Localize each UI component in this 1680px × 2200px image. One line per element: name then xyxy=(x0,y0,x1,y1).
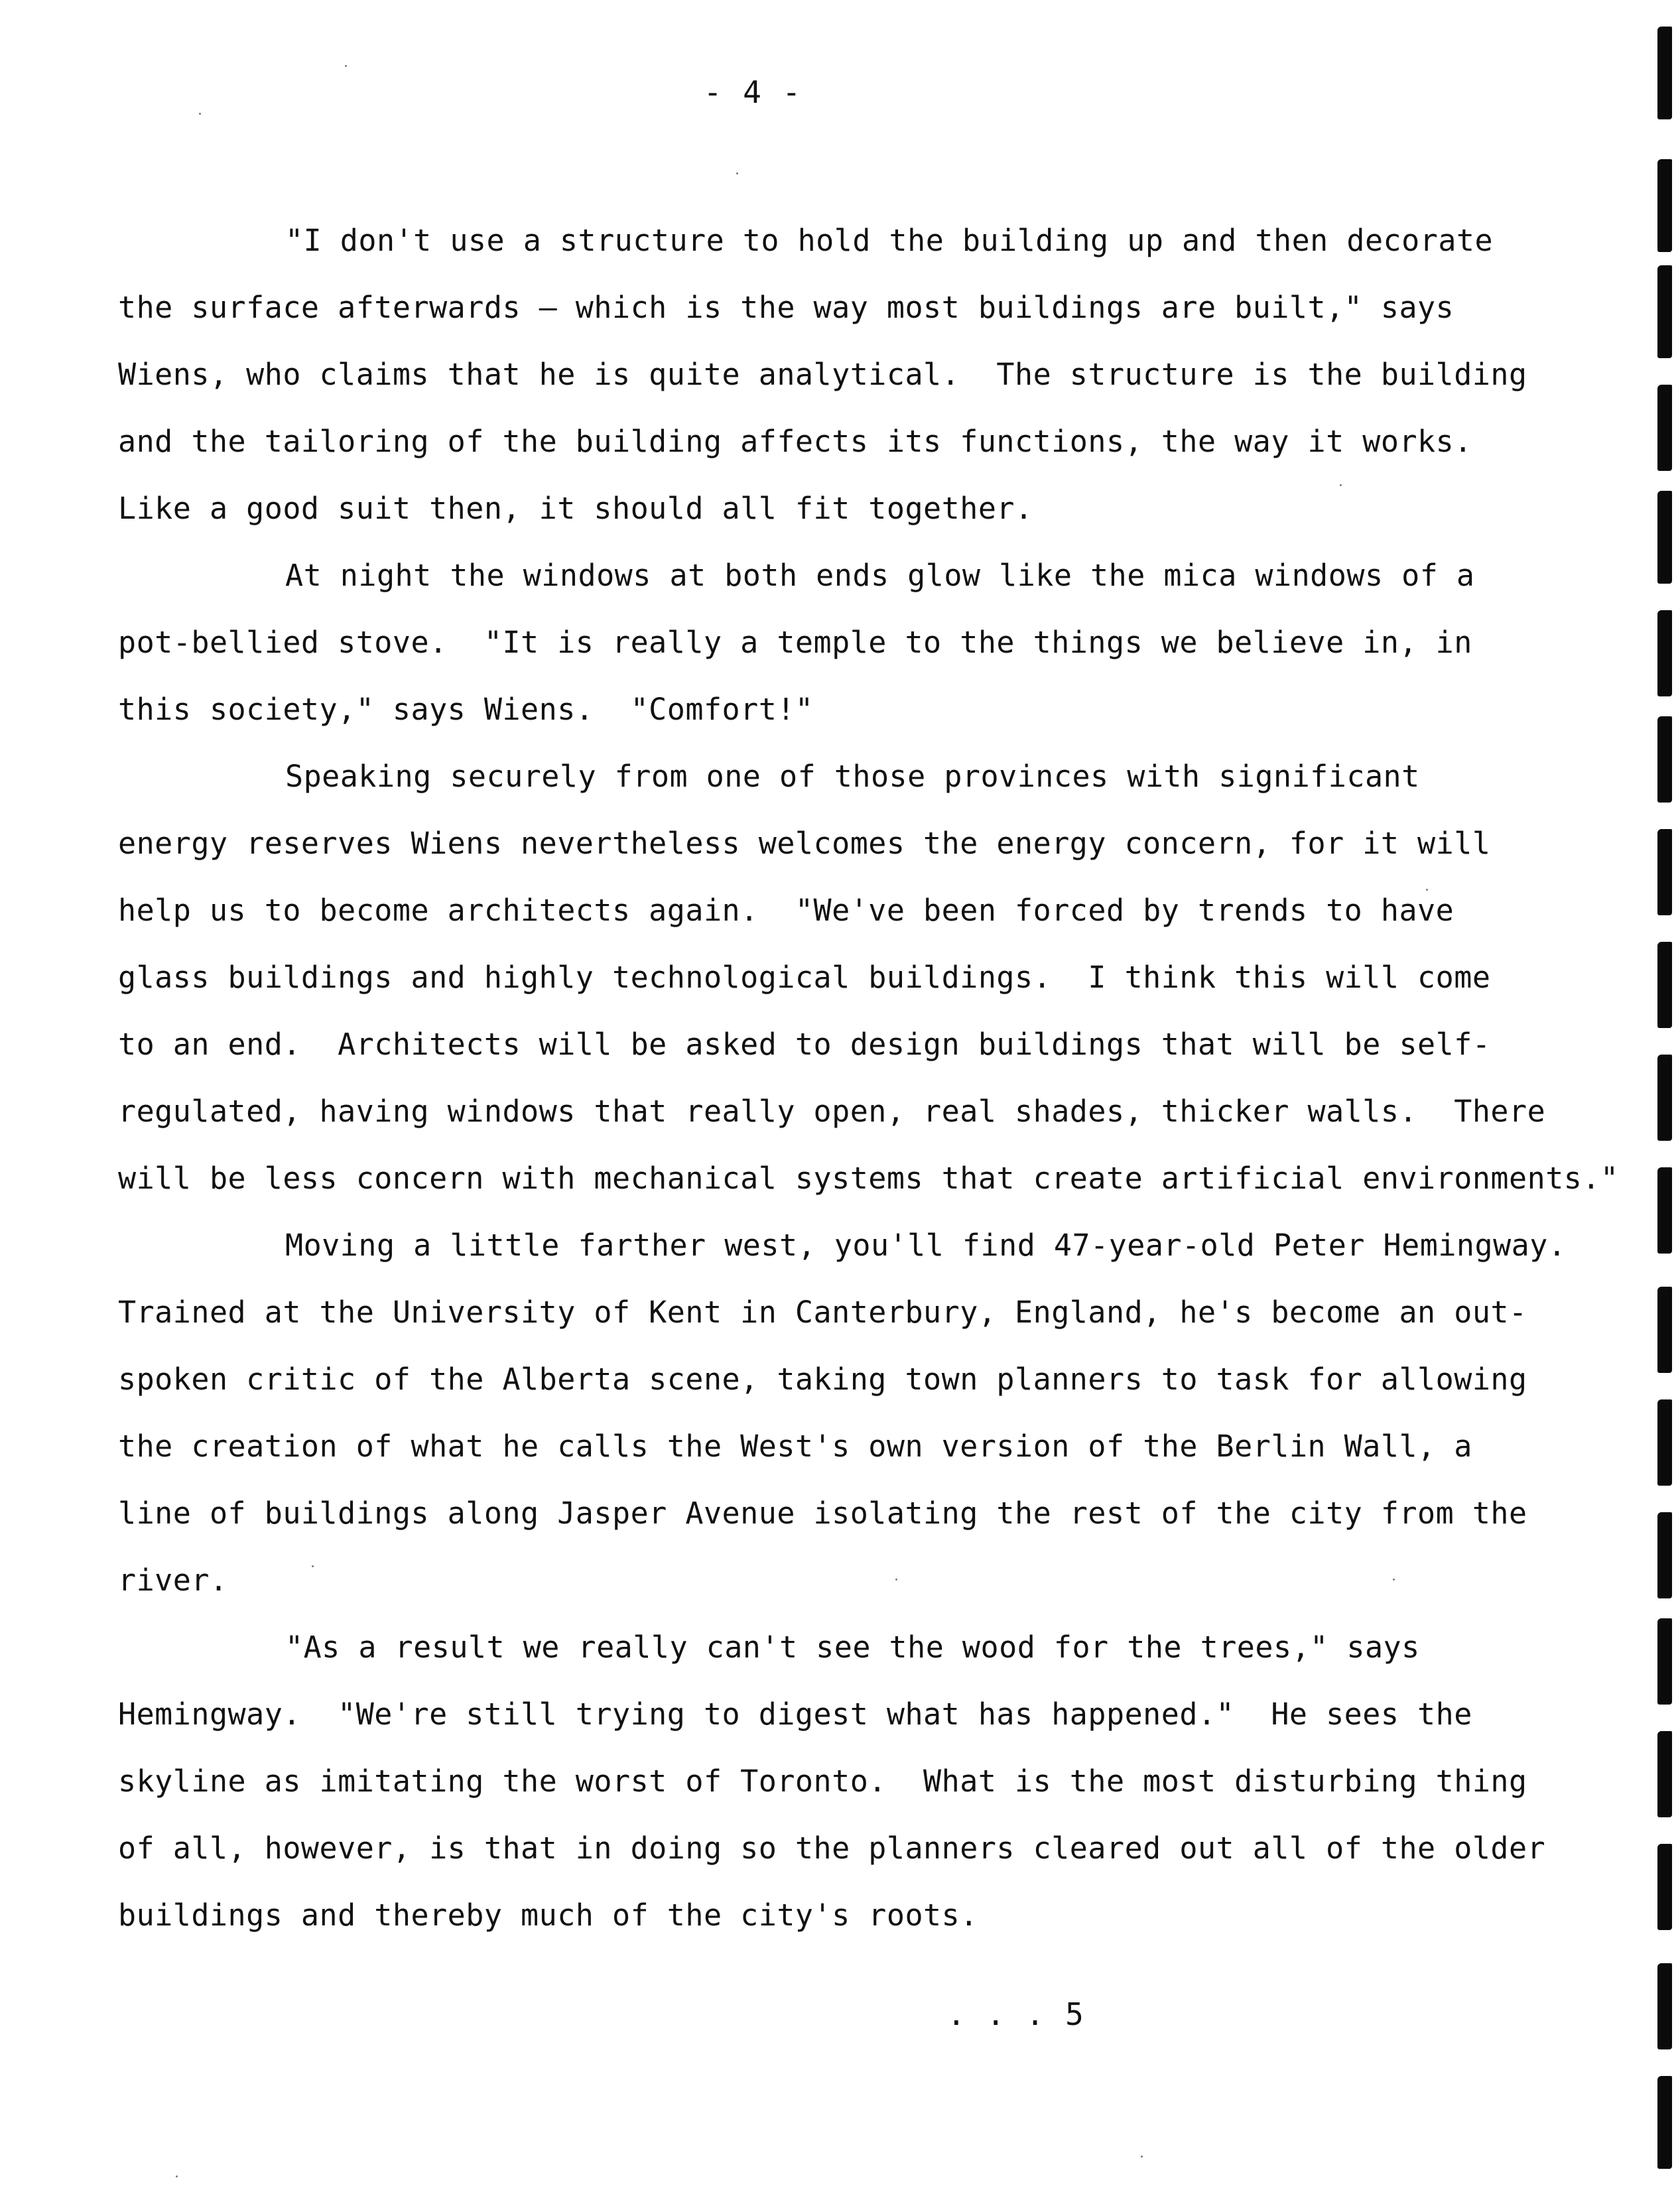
paragraph-4-line-2: Trained at the University of Kent in Canterbury, England, he's become an out- xyxy=(118,1295,1527,1330)
binder-mark xyxy=(1657,265,1672,358)
scan-speck xyxy=(176,2175,178,2177)
binder-mark xyxy=(1657,1963,1672,2049)
paragraph-2-line-2: pot-bellied stove. "It is really a temple to the things we believe in, in xyxy=(118,625,1472,660)
scan-speck xyxy=(345,65,347,67)
paragraph-3-line-1: Speaking securely from one of those provinces with significant xyxy=(285,759,1420,794)
scan-speck xyxy=(1141,2156,1143,2158)
binder-mark xyxy=(1657,829,1672,915)
binder-mark xyxy=(1657,1287,1672,1373)
binder-mark xyxy=(1657,1731,1672,1817)
paragraph-5-line-1: "As a result we really can't see the wood for the trees," says xyxy=(285,1630,1420,1665)
paragraph-1-line-4: and the tailoring of the building affects its functions, the way it works. xyxy=(118,424,1472,459)
paragraph-5-line-2: Hemingway. "We're still trying to digest what has happened." He sees the xyxy=(118,1697,1472,1732)
paragraph-3-line-5: to an end. Architects will be asked to design buildings that will be self- xyxy=(118,1027,1491,1062)
scan-speck xyxy=(895,1579,897,1581)
binder-mark xyxy=(1657,385,1672,471)
scan-speck xyxy=(1393,1579,1395,1581)
paragraph-4-line-1: Moving a little farther west, you'll find 47-year-old Peter Hemingway. xyxy=(285,1228,1567,1263)
page-number: - 4 - xyxy=(703,74,803,110)
paragraph-3-line-4: glass buildings and highly technological buildings. I think this will come xyxy=(118,960,1491,995)
scan-speck xyxy=(312,1565,314,1567)
paragraph-1-line-1: "I don't use a structure to hold the building up and then decorate xyxy=(285,223,1494,258)
binder-mark xyxy=(1657,610,1672,696)
binder-mark xyxy=(1657,1167,1672,1254)
paragraph-4-line-4: the creation of what he calls the West's own version of the Berlin Wall, a xyxy=(118,1429,1472,1464)
paragraph-5-line-4: of all, however, is that in doing so the planners cleared out all of the older xyxy=(118,1831,1546,1866)
binder-mark xyxy=(1657,2076,1672,2169)
binder-mark xyxy=(1657,1512,1672,1598)
scan-speck xyxy=(199,113,201,115)
binder-mark xyxy=(1657,716,1672,803)
scan-speck xyxy=(736,172,738,174)
binder-mark xyxy=(1657,1618,1672,1705)
paragraph-4-line-6: river. xyxy=(118,1563,228,1598)
binder-mark xyxy=(1657,27,1672,119)
binder-mark xyxy=(1657,1399,1672,1486)
binder-mark xyxy=(1657,159,1672,252)
binder-mark xyxy=(1657,1844,1672,1930)
paragraph-5-line-5: buildings and thereby much of the city's roots. xyxy=(118,1898,978,1933)
binder-marks xyxy=(1649,27,1672,2175)
paragraph-3-line-6: regulated, having windows that really open, real shades, thicker walls. There xyxy=(118,1094,1546,1129)
paragraph-5-line-3: skyline as imitating the worst of Toronto. What is the most disturbing thing xyxy=(118,1764,1527,1799)
paragraph-2-line-1: At night the windows at both ends glow like the mica windows of a xyxy=(285,558,1475,593)
paragraph-2-line-3: this society," says Wiens. "Comfort!" xyxy=(118,692,814,727)
scan-speck xyxy=(1340,484,1342,486)
continuation-marker: . . . 5 xyxy=(947,1996,1085,2032)
binder-mark xyxy=(1657,491,1672,584)
binder-mark xyxy=(1657,1055,1672,1141)
paragraph-3-line-7: will be less concern with mechanical systems that create artificial environments." xyxy=(118,1161,1619,1196)
paragraph-3-line-3: help us to become architects again. "We've been forced by trends to have xyxy=(118,893,1454,928)
paragraph-1-line-3: Wiens, who claims that he is quite analytical. The structure is the building xyxy=(118,357,1527,392)
paragraph-1-line-2: the surface afterwards — which is the way most buildings are built," says xyxy=(118,290,1454,325)
paragraph-1-line-5: Like a good suit then, it should all fit together. xyxy=(118,491,1033,526)
binder-mark xyxy=(1657,942,1672,1028)
body-text xyxy=(118,207,1619,1949)
paragraph-4-line-5: line of buildings along Jasper Avenue isolating the rest of the city from the xyxy=(118,1496,1527,1531)
paragraph-4-line-3: spoken critic of the Alberta scene, taking town planners to task for allowing xyxy=(118,1362,1527,1397)
paragraph-3-line-2: energy reserves Wiens nevertheless welcomes the energy concern, for it will xyxy=(118,826,1491,861)
scan-speck xyxy=(1426,889,1428,891)
